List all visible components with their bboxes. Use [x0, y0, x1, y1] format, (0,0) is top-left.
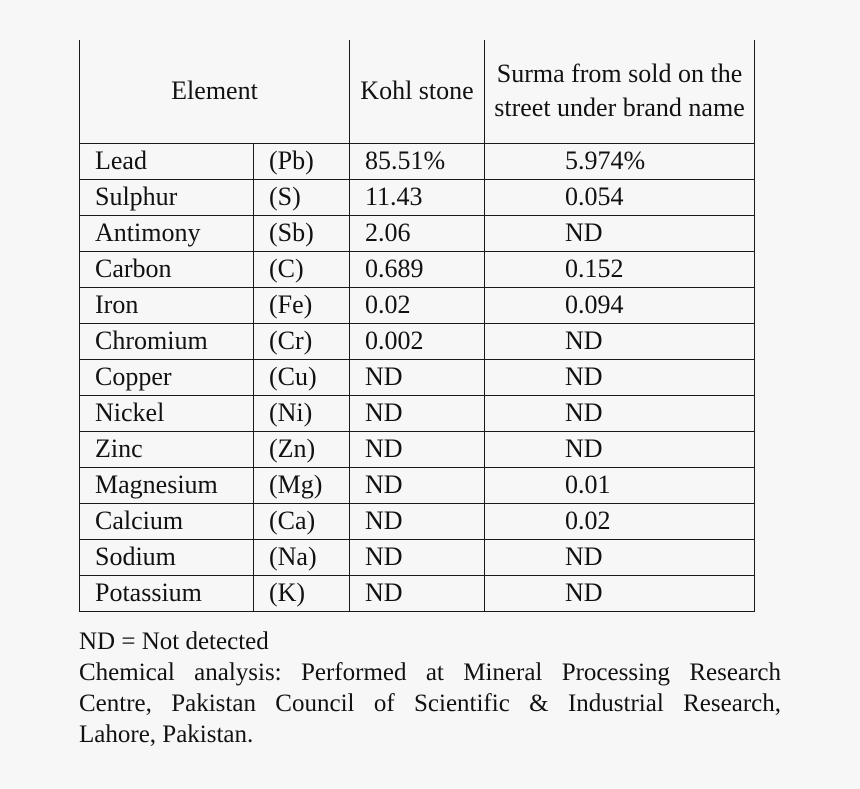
element-name-cell: Magnesium [80, 467, 254, 503]
kohl-stone-value-cell: 0.002 [350, 323, 485, 359]
element-symbol-cell: (Fe) [254, 287, 350, 323]
analysis-note-line-1: Chemical analysis: Performed at Mineral Processing Research [79, 659, 781, 686]
element-symbol-cell: (Cu) [254, 359, 350, 395]
table-row [80, 539, 755, 575]
element-name-cell: Sulphur [80, 179, 254, 215]
table-row [80, 431, 755, 467]
analysis-note-line-3: Lahore, Pakistan. [79, 721, 254, 748]
kohl-stone-value-cell: ND [350, 503, 485, 539]
header-surma: Surma from sold on the street under brand name [485, 40, 755, 143]
surma-value-cell: 0.094 [485, 287, 755, 323]
table-row [80, 503, 755, 539]
kohl-stone-value-cell: ND [350, 539, 485, 575]
table-header [80, 40, 755, 143]
surma-value-cell: ND [485, 395, 755, 431]
element-symbol-cell: (Mg) [254, 467, 350, 503]
surma-value-cell: 0.152 [485, 251, 755, 287]
kohl-stone-value-cell: 11.43 [350, 179, 485, 215]
surma-value-cell: ND [485, 323, 755, 359]
kohl-stone-value-cell: ND [350, 395, 485, 431]
header-element: Element [80, 40, 350, 143]
kohl-stone-value-cell: ND [350, 431, 485, 467]
kohl-stone-value-cell: 0.689 [350, 251, 485, 287]
element-symbol-cell: (C) [254, 251, 350, 287]
element-symbol-cell: (Na) [254, 539, 350, 575]
table-row [80, 323, 755, 359]
table-row [80, 179, 755, 215]
kohl-stone-value-cell: ND [350, 575, 485, 611]
table-notes [79, 626, 781, 750]
header-row [80, 40, 755, 143]
element-name-cell: Carbon [80, 251, 254, 287]
element-symbol-cell: (Sb) [254, 215, 350, 251]
element-symbol-cell: (K) [254, 575, 350, 611]
table-row [80, 287, 755, 323]
element-symbol-cell: (Ni) [254, 395, 350, 431]
element-name-cell: Chromium [80, 323, 254, 359]
surma-value-cell: ND [485, 359, 755, 395]
element-symbol-cell: (Pb) [254, 143, 350, 179]
surma-value-cell: ND [485, 215, 755, 251]
element-name-cell: Antimony [80, 215, 254, 251]
surma-value-cell: 0.054 [485, 179, 755, 215]
table-row [80, 467, 755, 503]
element-name-cell: Calcium [80, 503, 254, 539]
header-kohl-stone: Kohl stone [350, 40, 485, 143]
kohl-stone-value-cell: 0.02 [350, 287, 485, 323]
surma-value-cell: ND [485, 575, 755, 611]
element-name-cell: Lead [80, 143, 254, 179]
element-composition-table [79, 40, 755, 612]
table-row [80, 359, 755, 395]
table-row [80, 575, 755, 611]
table-row [80, 251, 755, 287]
element-name-cell: Zinc [80, 431, 254, 467]
element-symbol-cell: (Ca) [254, 503, 350, 539]
kohl-stone-value-cell: 2.06 [350, 215, 485, 251]
nd-legend: ND = Not detected [79, 628, 269, 655]
surma-value-cell: ND [485, 539, 755, 575]
table-row [80, 143, 755, 179]
element-name-cell: Nickel [80, 395, 254, 431]
table-row [80, 395, 755, 431]
surma-value-cell: ND [485, 431, 755, 467]
analysis-note-line-2: Centre, Pakistan Council of Scientific & Industrial Research, [79, 690, 781, 717]
surma-value-cell: 5.974% [485, 143, 755, 179]
element-name-cell: Copper [80, 359, 254, 395]
element-name-cell: Potassium [80, 575, 254, 611]
element-name-cell: Iron [80, 287, 254, 323]
element-name-cell: Sodium [80, 539, 254, 575]
element-symbol-cell: (Cr) [254, 323, 350, 359]
table-row [80, 215, 755, 251]
kohl-stone-value-cell: ND [350, 467, 485, 503]
surma-value-cell: 0.01 [485, 467, 755, 503]
element-symbol-cell: (Zn) [254, 431, 350, 467]
kohl-stone-value-cell: ND [350, 359, 485, 395]
kohl-stone-value-cell: 85.51% [350, 143, 485, 179]
element-symbol-cell: (S) [254, 179, 350, 215]
surma-value-cell: 0.02 [485, 503, 755, 539]
table-body [80, 143, 755, 611]
